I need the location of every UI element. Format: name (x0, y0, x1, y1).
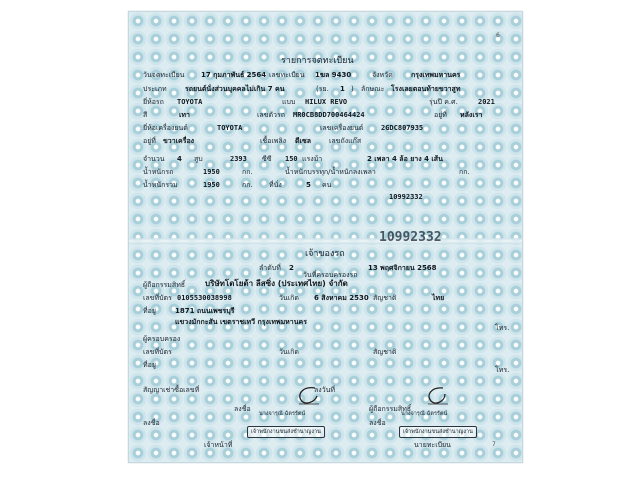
since-value: 13 พฤศจิกายน 2568 (368, 264, 437, 272)
owner-sign-label: ผู้ถือกรรมสิทธิ์ (369, 405, 412, 413)
nationality-value: ไทย (432, 294, 445, 302)
cc-value: 2393 (230, 155, 247, 163)
id-value: 0105530038998 (177, 294, 232, 302)
phone-label: โทร. (495, 324, 510, 332)
holder-address-label: ที่อยู่ (143, 361, 156, 369)
officer-title: เจ้าหน้าที่ (204, 441, 233, 449)
registrar-signature (423, 384, 453, 408)
address-label: ที่อยู่ (143, 307, 156, 315)
chassis-at-value: หลังเรา (460, 111, 483, 119)
hp-value: 150 (285, 155, 298, 163)
axle-value: 2 เพลา 4 ล้อ ยาง 4 เส้น (367, 155, 443, 163)
province-label: จังหวัด (372, 71, 393, 79)
serial-number: 10992332 (389, 193, 423, 201)
model-value: HILUX REVO (305, 98, 348, 106)
nationality-label: สัญชาติ (373, 294, 397, 302)
qty-value: 4 (177, 155, 182, 163)
holder-label: ผู้ครอบครอง (143, 335, 181, 343)
gas-label: เลขถังแก๊ส (329, 137, 362, 145)
officer-name-right: นางจารุณี ฉัตรรัตน์ (401, 411, 448, 417)
sign-label-1: ลงชื่อ (234, 405, 251, 413)
holder-id-label: เลขที่บัตร (143, 348, 172, 356)
load-unit: กก. (459, 168, 470, 176)
officer-name-left: นางจารุณี ฉัตรรัตน์ (259, 411, 306, 417)
chassis-value: MR0CB8DD700464424 (293, 111, 365, 119)
rs-close: ) (351, 85, 354, 93)
reg-date-label: วันจดทะเบียน (143, 71, 185, 79)
sign-label-2: ลงชื่อ (143, 419, 160, 427)
dob-value: 6 สิงหาคม 2530 (314, 294, 369, 302)
address-line-1: 1871 ถนนเพชรบุรี (175, 307, 235, 315)
page-number: 6 (496, 32, 500, 39)
owner-label: ผู้ถือกรรมสิทธิ์ (143, 281, 186, 289)
contract-label: สัญญาเช่าซื้อเลขที่ (143, 386, 200, 394)
corner-mark: 7 (492, 441, 496, 448)
sign-label-3: ลงชื่อ (369, 419, 386, 427)
section-title-registration: รายการจดทะเบียน (281, 56, 354, 66)
engine-at-value: ขวาเครื่อง (163, 137, 195, 145)
weight-unit: กก. (242, 168, 253, 176)
brand-label: ยี่ห้อรถ (143, 98, 164, 106)
dob-label: วันเกิด (279, 294, 299, 302)
brand-value: TOYOTA (177, 98, 203, 106)
id-label: เลขที่บัตร (143, 294, 172, 302)
type-label: ประเภท (143, 85, 167, 93)
qty-label: จำนวน (143, 155, 165, 163)
address-line-2: แขวงมักกะสัน เขตราชเทวี กรุงเทพมหานคร (175, 318, 307, 326)
since-label: วันที่ครอบครองรถ (303, 271, 358, 279)
type-value: รถยนต์นั่งส่วนบุคคลไม่เกิน 7 คน (185, 85, 285, 93)
engine-at-label: อยู่ที่ (143, 137, 156, 145)
engine-no-value: 2GDC807935 (381, 124, 424, 132)
order-label: ลำดับที่ (259, 264, 281, 272)
plate-value: 1ฆล 9430 (315, 71, 352, 79)
seat-unit: คน (322, 181, 332, 189)
engine-brand-label: ยี่ห้อเครื่องยนต์ (143, 124, 188, 132)
color-value: เทา (179, 111, 190, 119)
engine-no-label: เลขเครื่องยนต์ (320, 124, 364, 132)
cyl-label: สูบ (194, 155, 203, 163)
owner-signature (293, 384, 323, 408)
gross-unit: กก. (242, 181, 253, 189)
officer-stamp-right: เจ้าพนักงานขนส่งชำนาญงาน (399, 426, 477, 438)
seat-value: 5 (306, 181, 311, 189)
fuel-label: เชื้อเพลิง (260, 137, 287, 145)
color-label: สี (143, 111, 148, 119)
reg-date-value: 17 กุมภาพันธ์ 2564 (201, 71, 267, 79)
gross-value: 1950 (203, 181, 220, 189)
model-label: แบบ (282, 98, 296, 106)
province-value: กรุงเทพมหานคร (411, 71, 461, 79)
registration-page (128, 11, 523, 463)
weight-value: 1950 (203, 168, 220, 176)
officer-stamp-left: เจ้าพนักงานขนส่งชำนาญงาน (247, 426, 325, 438)
weight-label: น้ำหนักรถ (143, 168, 174, 176)
plate-label: เลขทะเบียน (269, 71, 305, 79)
fuel-value: ดีเซล (295, 137, 311, 145)
chassis-label: เลขตัวรถ (257, 111, 285, 119)
hp-label: แรงม้า (302, 155, 323, 163)
holder-dob-label: วันเกิด (279, 348, 299, 356)
holder-phone-label: โทร. (495, 366, 510, 374)
rs-value: 1 (340, 85, 345, 93)
year-label: รุ่นปี ค.ศ. (429, 98, 458, 106)
page-fold-divider (129, 238, 522, 244)
char-value: โรงเลยตอนท้ายขวาสูท (391, 85, 461, 93)
rs-label: (รย. (316, 85, 329, 93)
order-value: 2 (289, 264, 294, 272)
seat-label: ที่นั่ง (269, 181, 282, 189)
cc-label: ซีซี (262, 155, 272, 163)
chassis-at-label: อยู่ที่ (434, 111, 447, 119)
year-value: 2021 (478, 98, 495, 106)
serial-overprint: 10992332 (379, 230, 442, 245)
contract-date-label: ลงวันที่ (314, 386, 336, 394)
holder-nationality-label: สัญชาติ (373, 348, 397, 356)
registrar-title: นายทะเบียน (414, 441, 451, 449)
engine-brand-value: TOYOTA (217, 124, 243, 132)
char-label: ลักษณะ (361, 85, 385, 93)
gross-label: น้ำหนักรวม (143, 181, 178, 189)
load-label: น้ำหนักบรรทุก/น้ำหนักลงเพลา (285, 168, 376, 176)
section-title-owner: เจ้าของรถ (305, 249, 345, 259)
owner-value: บริษัทโตโยต้า ลีสซิ่ง (ประเทศไทย) จำกัด (205, 279, 348, 288)
